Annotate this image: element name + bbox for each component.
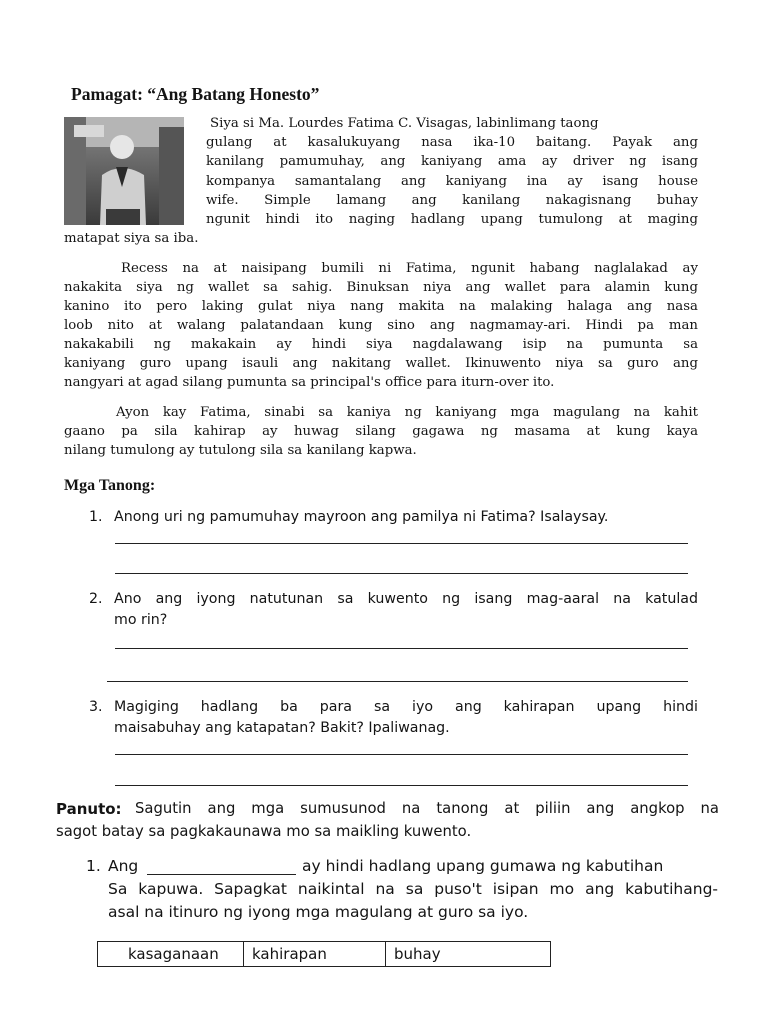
story-line: Recess na at naisipang bumili ni Fatima, ngunit habang naglalakad ay bbox=[121, 261, 698, 276]
story-line: kaniyang guro upang isauli ang nakitang wallet. Ikinuwento niya sa guro ang bbox=[64, 356, 698, 371]
question-text: Magiging hadlang ba para sa iyo ang kahirapan upang hindi bbox=[114, 699, 698, 715]
story-line: kanilang pamumuhay, ang kaniyang ama ay driver ng isang bbox=[206, 154, 698, 169]
item-text-after: ay hindi hadlang upang gumawa ng kabutihan bbox=[302, 857, 664, 875]
worksheet-title: Pamagat: “Ang Batang Honesto” bbox=[71, 84, 320, 104]
answer-line[interactable] bbox=[115, 754, 688, 755]
photo-of-student-icon bbox=[64, 117, 184, 225]
story-line: Siya si Ma. Lourdes Fatima C. Visagas, labinlimang taong bbox=[210, 116, 599, 131]
story-line: kompanya samantalang ang kaniyang ina ay isang house bbox=[206, 174, 698, 189]
choice-option[interactable]: buhay bbox=[394, 945, 441, 963]
story-line: gaano pa sila kahirap ay huwag silang gagawa ng masama at kung kaya bbox=[64, 424, 698, 439]
story-line: wife. Simple lamang ang kanilang nakagisnang buhay bbox=[206, 193, 698, 208]
story-line: nangyari at agad silang pumunta sa principal's office para iturn-over ito. bbox=[64, 375, 555, 390]
questions-label: Mga Tanong: bbox=[64, 477, 156, 494]
story-line: nakakabili ng makakain ay hindi siya nagdalawang isip na pumunta sa bbox=[64, 337, 698, 352]
choice-option[interactable]: kasaganaan bbox=[98, 942, 244, 966]
story-line: loob nito at walang palatandaan kung sino ang nagmamay-ari. Hindi pa man bbox=[64, 318, 698, 333]
story-line: matapat siya sa iba. bbox=[64, 231, 199, 246]
story-line: kanino ito pero laking gulat niya nang makita na malaking halaga ang nasa bbox=[64, 299, 698, 314]
blank-answer-field[interactable] bbox=[147, 874, 296, 875]
answer-line[interactable] bbox=[115, 573, 688, 574]
panuto-text: sagot batay sa pagkakaunawa mo sa maikling kuwento. bbox=[56, 823, 472, 840]
item-text-line: Sa kapuwa. Sapagkat naikintal na sa puso't isipan mo ang kabutihang- bbox=[108, 880, 718, 898]
item-text-line: asal na itinuro ng iyong mga magulang at guro sa iyo. bbox=[108, 903, 529, 921]
question-text: Anong uri ng pamumuhay mayroon ang pamilya ni Fatima? Isalaysay. bbox=[114, 509, 609, 525]
story-line: ngunit hindi ito naging hadlang upang tumulong at maging bbox=[206, 212, 698, 227]
item-number: 1. bbox=[86, 857, 101, 875]
answer-line[interactable] bbox=[107, 681, 688, 682]
story-line: gulang at kasalukuyang nasa ika-10 baitang. Payak ang bbox=[206, 135, 698, 150]
answer-line[interactable] bbox=[115, 543, 688, 544]
panuto-label: Panuto: bbox=[56, 800, 122, 818]
choices-box bbox=[97, 941, 551, 967]
panuto-text: Sagutin ang mga sumusunod na tanong at piliin ang angkop na bbox=[135, 800, 719, 817]
question-number: 2. bbox=[89, 591, 103, 607]
question-text: maisabuhay ang katapatan? Bakit? Ipaliwanag. bbox=[114, 720, 450, 736]
answer-line[interactable] bbox=[115, 648, 688, 649]
question-text: mo rin? bbox=[114, 612, 168, 628]
student-photo bbox=[64, 117, 184, 225]
story-line: Ayon kay Fatima, sinabi sa kaniya ng kaniyang mga magulang na kahit bbox=[116, 405, 698, 420]
question-text: Ano ang iyong natutunan sa kuwento ng isang mag-aaral na katulad bbox=[114, 591, 698, 607]
item-text-before: Ang bbox=[108, 857, 139, 875]
answer-line[interactable] bbox=[115, 785, 688, 786]
question-number: 3. bbox=[89, 699, 103, 715]
choice-option[interactable]: kahirapan bbox=[244, 942, 386, 966]
story-line: nilang tumulong ay tutulong sila sa kanilang kapwa. bbox=[64, 443, 417, 458]
story-line: nakakita siya ng wallet sa sahig. Binuksan niya ang wallet para alamin kung bbox=[64, 280, 698, 295]
question-number: 1. bbox=[89, 509, 103, 525]
